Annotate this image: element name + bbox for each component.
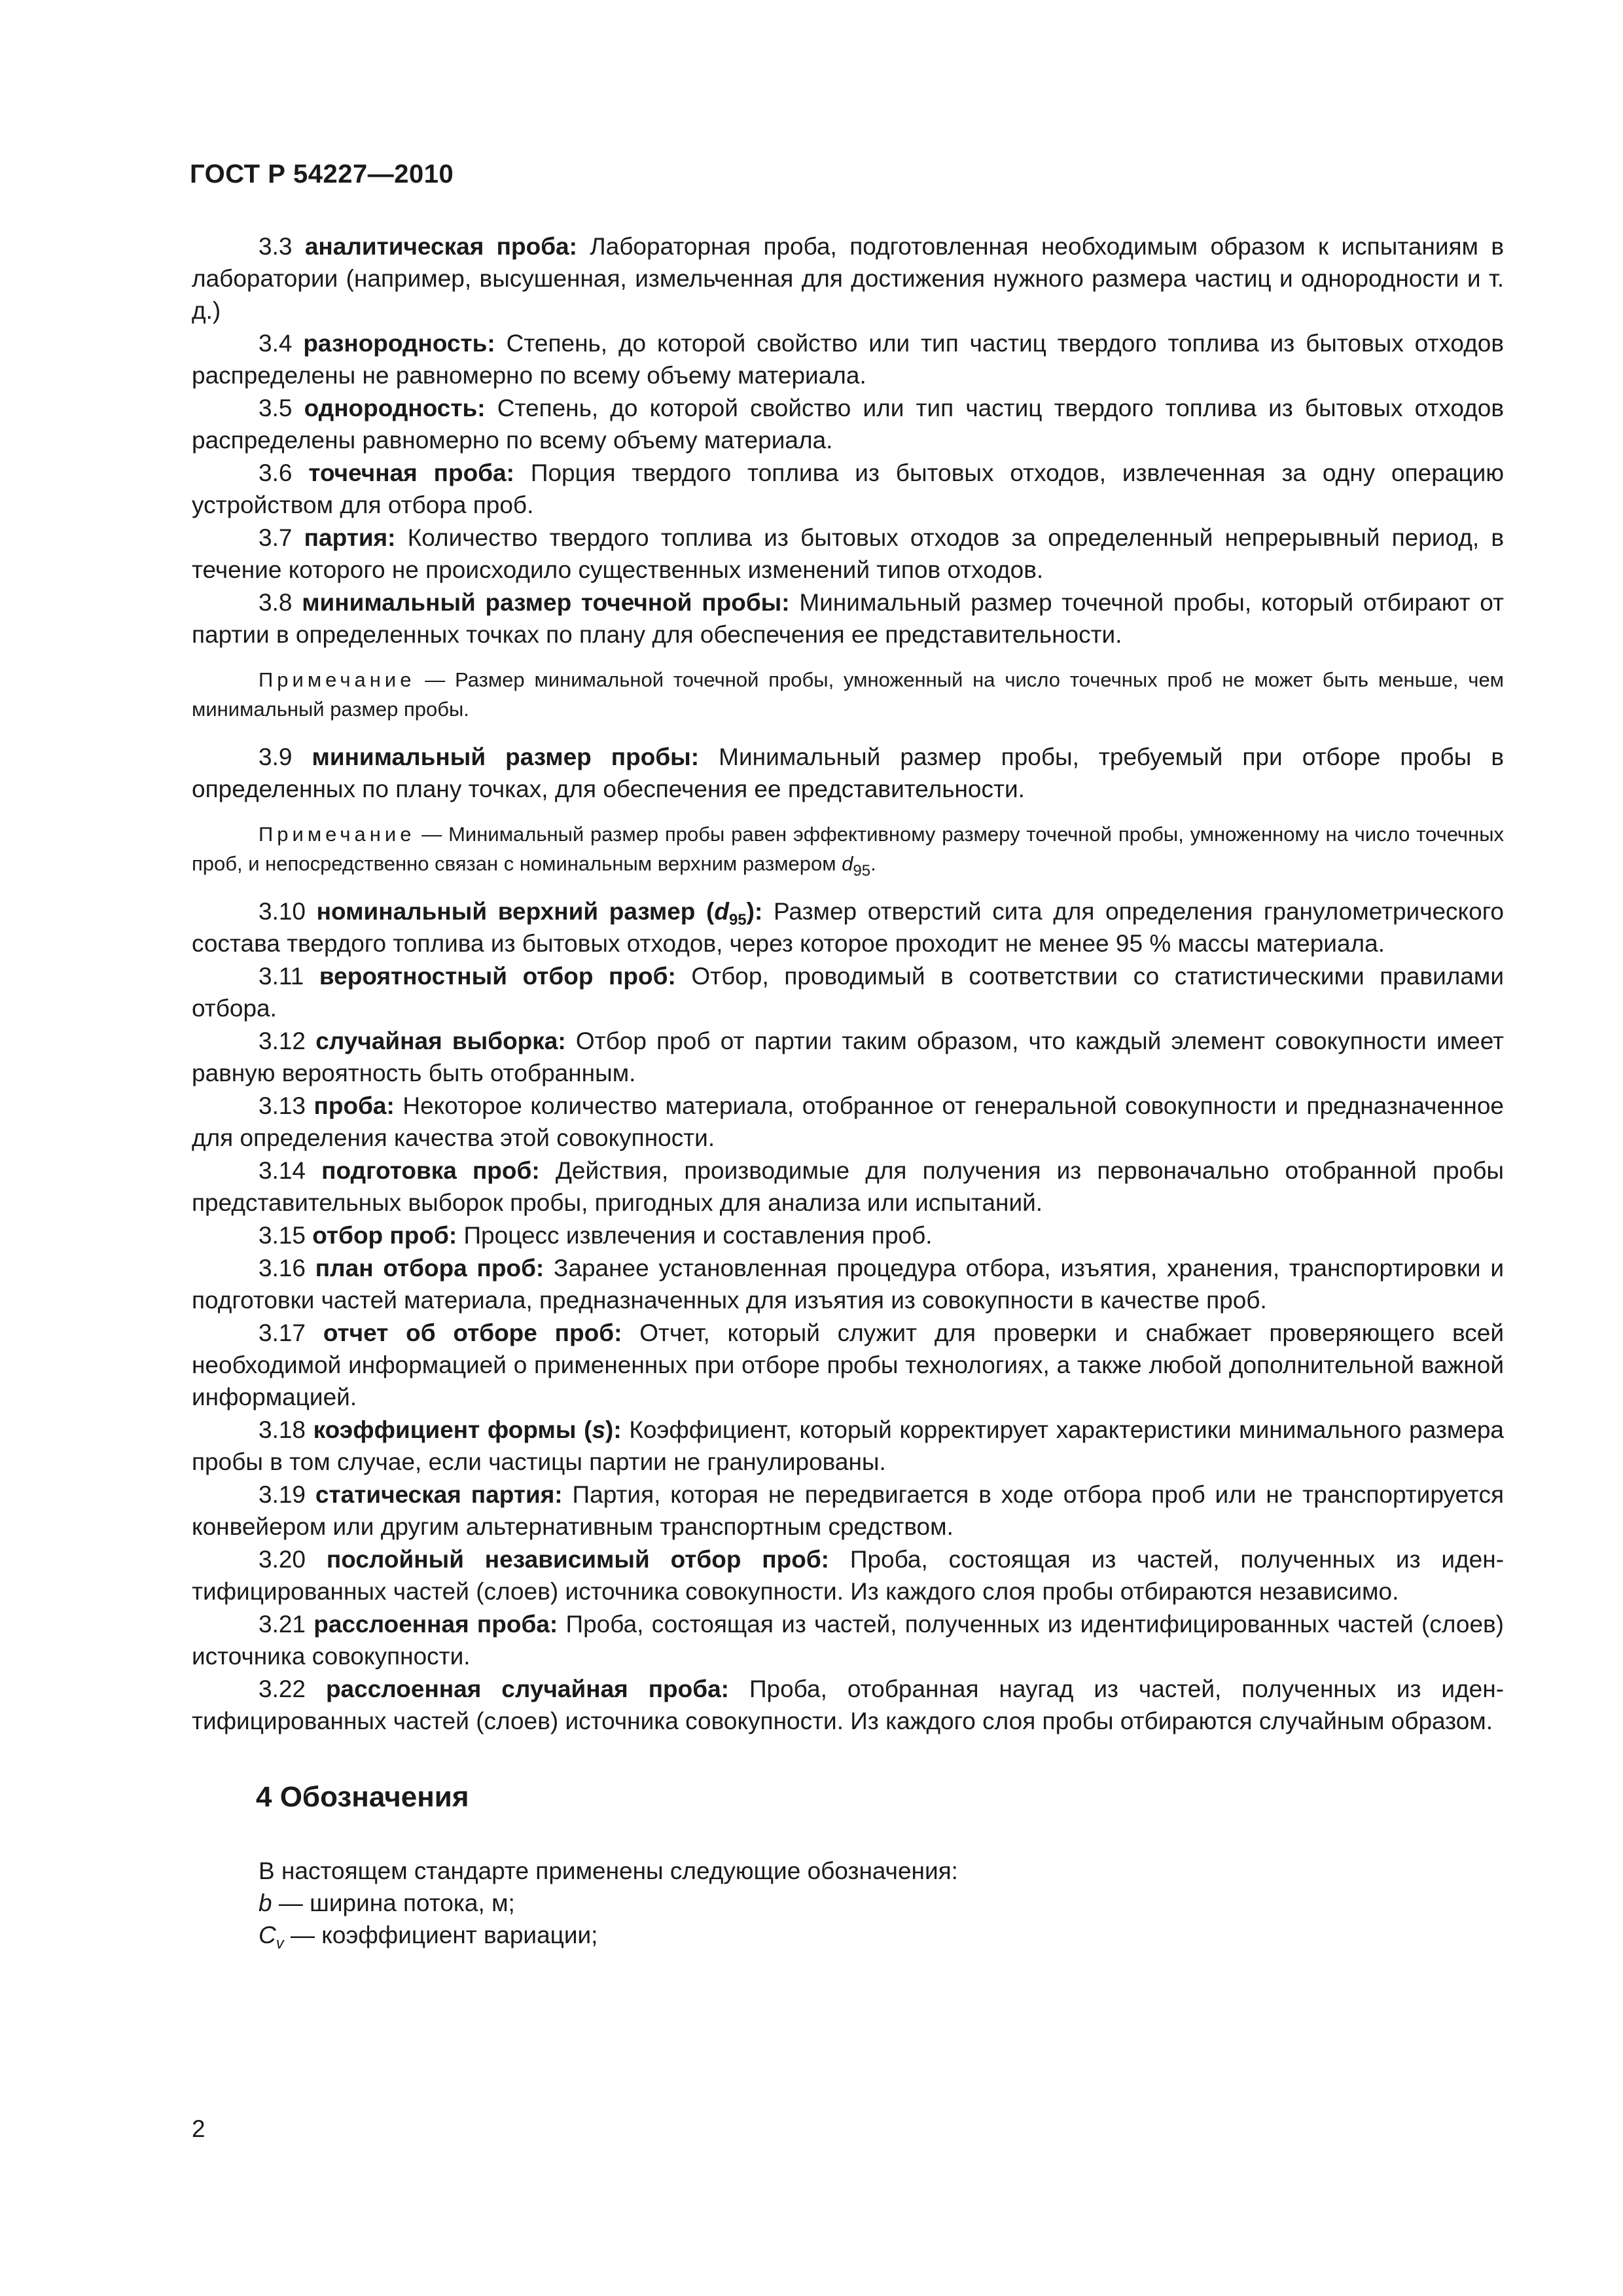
definition-3-8: 3.8 минимальный размер точечной пробы: Минимальный размер точечной пробы, который отбирают от партии в определенных точках по плану для обеспечения ее представительности. bbox=[192, 589, 1505, 648]
definition-3-11: 3.11 вероятностный отбор проб: Отбор, проводимый в соответствии со статистическими правилами отбора. bbox=[192, 963, 1505, 1022]
symbol-cv: $C_v$ — коэффициент вариации; bbox=[259, 1922, 598, 1952]
definition-3-4: 3.4 разнородность: Степень, до которой свойство или тип частиц твердого топлива из бытовых отходов распределены не равномерно по всему объему материала. bbox=[192, 330, 1505, 389]
definition-3-6: 3.6 точечная проба: Порция твердого топлива из бытовых отходов, извлеченная за одну операцию устройством для отбора проб. bbox=[192, 459, 1505, 518]
page-number: 2 bbox=[192, 2115, 205, 2142]
definition-3-9: 3.9 минимальный размер пробы: Минимальный размер пробы, требуемый при отборе пробы в определенных по плану точках, для обеспечения ее представительности. bbox=[192, 744, 1505, 802]
definition-3-19: 3.19 статическая партия: Партия, которая не передвигается в ходе отбора проб или не транспортируется конвейером или другим альтернативным транспортным средством. bbox=[192, 1481, 1504, 1540]
definition-3-3: 3.3 аналитическая проба: Лабораторная проба, подготовленная необходимым образом к испытаниям в лаборатории (например, высушенная, измельченная для достижения нужного размера частиц и однородности и т. д.) bbox=[192, 233, 1505, 324]
note-3-8: Примечание — Размер минимальной точечной пробы, умноженный на число точечных проб не может быть меньше, чем минимальный размер пробы. bbox=[192, 668, 1504, 721]
definition-3-7: 3.7 партия: Количество твердого топлива из бытовых отходов за определенный непрерывный период, в течение которого не происходило существенных изменений типов отходов. bbox=[192, 524, 1504, 583]
definition-3-12: 3.12 случайная выборка: Отбор проб от партии таким образом, что каждый элемент совокупности имеет равную вероятность быть отобранным. bbox=[192, 1028, 1505, 1086]
document-header: ГОСТ Р 54227—2010 bbox=[190, 160, 454, 188]
definition-3-13: 3.13 проба: Некоторое количество материала, отобранное от генеральной совокупности и предназначенное для определения качества этой совокупности. bbox=[192, 1092, 1505, 1151]
section-4-title: 4 Обозначения bbox=[256, 1781, 469, 1813]
definition-3-20: 3.20 послойный независимый отбор проб: Проба, состоящая из частей, полученных из идентифицированных частей (слоев) источника совокупности. Из каждого слоя пробы отбираются независимо. bbox=[192, 1546, 1505, 1605]
document-body bbox=[192, 230, 1504, 1951]
symbol-b: b — ширина потока, м; bbox=[259, 1890, 515, 1916]
definition-3-16: 3.16 план отбора проб: Заранее установленная процедура отбора, изъятия, хранения, транспортировки и подготовки частей материала, предназначенных для изъятия из совокупности в качестве проб. bbox=[192, 1255, 1505, 1314]
note-3-9: Примечание — Минимальный размер пробы равен эффективному размеру точечной пробы, умноженному на число точечных проб, и непосредственно связан с номинальным верхним размером $d_{95}$. bbox=[192, 823, 1504, 880]
definition-3-15: 3.15 отбор проб: Процесс извлечения и составления проб. bbox=[259, 1222, 933, 1249]
definition-3-21: 3.21 расслоенная проба: Проба, состоящая из частей, полученных из идентифицированных частей (слоев) источника совокупности. bbox=[192, 1611, 1505, 1670]
definition-3-5: 3.5 однородность: Степень, до которой свойство или тип частиц твердого топлива из бытовых отходов распределены равномерно по всему объему материала. bbox=[192, 395, 1505, 454]
section-4-intro: В настоящем стандарте применены следующие обозначения: bbox=[259, 1857, 958, 1884]
definition-3-14: 3.14 подготовка проб: Действия, производимые для получения из первоначально отобранной пробы представительных выборок пробы, пригодных для анализа или испытаний. bbox=[192, 1157, 1504, 1216]
definition-3-22: 3.22 расслоенная случайная проба: Проба, отобранная наугад из частей, полученных из идентифицированных частей (слоев) источника совокупности. Из каждого слоя пробы отбираются случайным образом. bbox=[192, 1676, 1505, 1734]
definition-3-17: 3.17 отчет об отборе проб: Отчет, который служит для проверки и снабжает проверяющего всей необходимой информацией о примененных при отборе пробы технологиях, а также любой дополнительной важной информацией. bbox=[192, 1319, 1505, 1410]
definition-3-10: 3.10 номинальный верхний размер $(d_{95})$: Размер отверстий сита для определения гранулометрического состава твердого топлива из бытовых отходов, через которое проходит не менее 95 % массы материала. bbox=[192, 898, 1504, 957]
definition-3-18: 3.18 коэффициент формы (s): Коэффициент, который корректирует характеристики минимального размера пробы в том случае, если частицы партии не гранулированы. bbox=[192, 1416, 1505, 1475]
